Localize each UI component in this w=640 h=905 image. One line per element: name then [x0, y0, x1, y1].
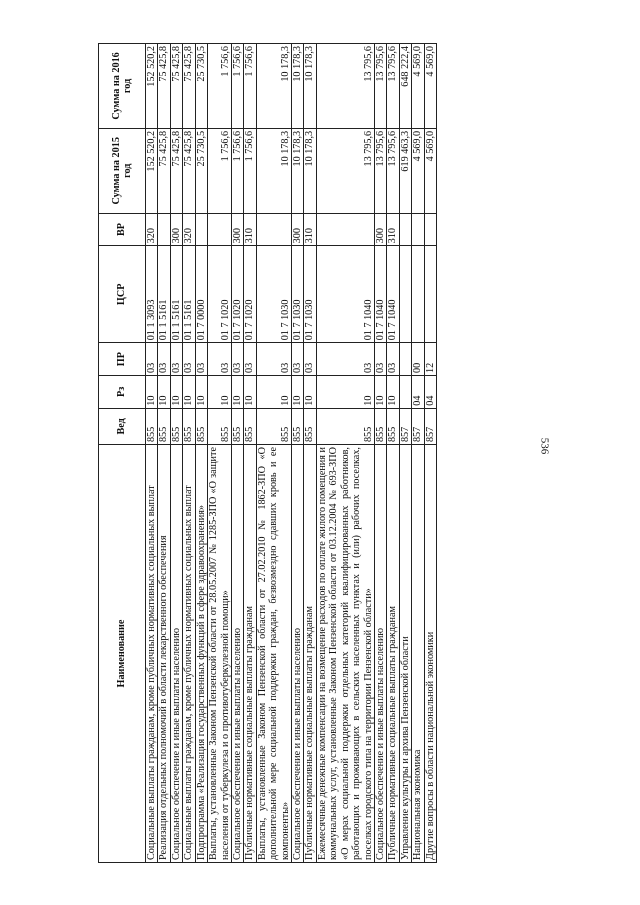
- cell-rz: 10: [183, 375, 195, 408]
- table-row: [244, 44, 256, 863]
- page-number: 536: [538, 437, 551, 455]
- cell-pr: 03: [158, 343, 170, 376]
- cell-rz: [399, 375, 411, 408]
- cell-pr: 03: [244, 343, 256, 376]
- cell-name: Национальная экономика: [412, 445, 424, 863]
- cell-name: Социальное обеспечение и иные выплаты населению: [231, 445, 243, 863]
- cell-rz: 10: [158, 375, 170, 408]
- cell-name: Публичные нормативные социальные выплаты гражданам: [244, 445, 256, 863]
- cell-name: Социальное обеспечение и иные выплаты населению: [375, 445, 387, 863]
- cell-name: Ежемесячные денежные компенсации на возмещение расходов по оплате жилого помещения и коммунальных услуг, установленные Законом Пензенской области от 03.12.2004 № 693-ЗПО «О мерах социальной поддержки отдельных категорий квалифицированных работников, работающих и проживающих в сельских населенных пунктах и (или) рабочих поселках, поселках городского типа на территории Пензенской области»: [316, 445, 374, 863]
- cell-csr: 01 1 3093: [146, 246, 158, 343]
- cell-csr: [412, 246, 424, 343]
- cell-sum-2016: 75 425,8: [183, 44, 195, 129]
- cell-name: Социальное обеспечение и иные выплаты населению: [170, 445, 182, 863]
- cell-rz: 10: [244, 375, 256, 408]
- table-row: [183, 44, 195, 863]
- header-rz: Рз: [99, 375, 146, 408]
- cell-name: Выплаты, установленные Законом Пензенской области от 27.02.2010 № 1862-ЗПО «О дополнительной мере социальной поддержки граждан, безвозмездно сдавших кровь и ее компоненты»: [256, 445, 291, 863]
- table-body: [146, 44, 437, 863]
- cell-name: Подпрограмма «Реализация государственных функций в сфере здравоохранения»: [195, 445, 207, 863]
- cell-csr: 01 1 5161: [170, 246, 182, 343]
- cell-ved: 855: [387, 408, 399, 444]
- table-header-row: [99, 44, 146, 863]
- cell-sum-2016: 10 178,3: [292, 44, 304, 129]
- cell-sum-2015: 75 425,8: [158, 128, 170, 213]
- cell-ved: 855: [183, 408, 195, 444]
- cell-sum-2015: 13 795,6: [375, 128, 387, 213]
- cell-ved: 855: [316, 408, 374, 444]
- cell-pr: 03: [231, 343, 243, 376]
- cell-ved: 857: [399, 408, 411, 444]
- cell-sum-2015: 10 178,3: [292, 128, 304, 213]
- cell-rz: 04: [424, 375, 436, 408]
- table-row: [292, 44, 304, 863]
- cell-name: Социальные выплаты гражданам, кроме публичных нормативных социальных выплат: [183, 445, 195, 863]
- table-row: [170, 44, 182, 863]
- cell-vr: 320: [146, 213, 158, 246]
- cell-csr: 01 1 5161: [183, 246, 195, 343]
- header-sum-2016: Сумма на 2016 год: [99, 44, 146, 129]
- cell-sum-2015: 25 730,5: [195, 128, 207, 213]
- table-row: [195, 44, 207, 863]
- cell-pr: 03: [375, 343, 387, 376]
- cell-sum-2016: 75 425,8: [170, 44, 182, 129]
- cell-ved: 855: [244, 408, 256, 444]
- cell-rz: 10: [304, 375, 316, 408]
- cell-name: Социальное обеспечение и иные выплаты населению: [292, 445, 304, 863]
- cell-ved: 855: [146, 408, 158, 444]
- cell-vr: 310: [244, 213, 256, 246]
- header-csr: ЦСР: [99, 246, 146, 343]
- table-row: [375, 44, 387, 863]
- header-sum-2015: Сумма на 2015 год: [99, 128, 146, 213]
- cell-sum-2015: 619 463,3: [399, 128, 411, 213]
- budget-table: [98, 43, 437, 863]
- cell-sum-2016: 152 520,2: [146, 44, 158, 129]
- header-vr: ВР: [99, 213, 146, 246]
- cell-ved: 857: [424, 408, 436, 444]
- cell-rz: 10: [375, 375, 387, 408]
- cell-ved: 855: [170, 408, 182, 444]
- cell-vr: 300: [375, 213, 387, 246]
- cell-vr: [195, 213, 207, 246]
- cell-rz: 10: [387, 375, 399, 408]
- cell-vr: 310: [304, 213, 316, 246]
- cell-rz: 10: [231, 375, 243, 408]
- cell-ved: 855: [208, 408, 232, 444]
- cell-sum-2016: 4 569,0: [424, 44, 436, 129]
- cell-csr: 01 7 1020: [231, 246, 243, 343]
- cell-csr: 01 7 1040: [316, 246, 374, 343]
- cell-csr: 01 7 1030: [304, 246, 316, 343]
- cell-name: Публичные нормативные социальные выплаты гражданам: [304, 445, 316, 863]
- cell-vr: [158, 213, 170, 246]
- table-row: [208, 44, 232, 863]
- table-row: [231, 44, 243, 863]
- cell-sum-2015: 1 756,6: [231, 128, 243, 213]
- cell-vr: [399, 213, 411, 246]
- cell-ved: 855: [256, 408, 291, 444]
- cell-sum-2015: 10 178,3: [304, 128, 316, 213]
- cell-sum-2016: 10 178,3: [256, 44, 291, 129]
- cell-pr: 03: [208, 343, 232, 376]
- cell-rz: 10: [195, 375, 207, 408]
- cell-sum-2016: 10 178,3: [304, 44, 316, 129]
- cell-ved: 855: [195, 408, 207, 444]
- cell-pr: 03: [304, 343, 316, 376]
- cell-pr: 03: [387, 343, 399, 376]
- header-name: Наименование: [99, 445, 146, 863]
- cell-sum-2015: 1 756,6: [208, 128, 232, 213]
- cell-rz: 10: [146, 375, 158, 408]
- table-row: [158, 44, 170, 863]
- cell-pr: 00: [412, 343, 424, 376]
- cell-vr: 320: [183, 213, 195, 246]
- cell-rz: 10: [170, 375, 182, 408]
- cell-sum-2016: 1 756,6: [231, 44, 243, 129]
- cell-name: Публичные нормативные социальные выплаты гражданам: [387, 445, 399, 863]
- cell-ved: 857: [412, 408, 424, 444]
- cell-sum-2016: 25 730,5: [195, 44, 207, 129]
- cell-csr: [399, 246, 411, 343]
- cell-vr: 310: [387, 213, 399, 246]
- cell-sum-2015: 152 520,2: [146, 128, 158, 213]
- cell-ved: 855: [375, 408, 387, 444]
- cell-csr: 01 7 1040: [387, 246, 399, 343]
- cell-pr: 03: [195, 343, 207, 376]
- table-row: [316, 44, 374, 863]
- cell-pr: 03: [146, 343, 158, 376]
- cell-pr: [399, 343, 411, 376]
- cell-name: Социальные выплаты гражданам, кроме публичных нормативных социальных выплат: [146, 445, 158, 863]
- cell-ved: 855: [304, 408, 316, 444]
- cell-sum-2016: 13 795,6: [316, 44, 374, 129]
- table-row: [387, 44, 399, 863]
- cell-sum-2015: 13 795,6: [387, 128, 399, 213]
- cell-rz: 04: [412, 375, 424, 408]
- cell-sum-2015: 1 756,6: [244, 128, 256, 213]
- cell-pr: 03: [256, 343, 291, 376]
- budget-table-rotated-container: [98, 43, 528, 863]
- cell-csr: 01 7 1030: [292, 246, 304, 343]
- cell-name: Другие вопросы в области национальной экономики: [424, 445, 436, 863]
- table-row: [304, 44, 316, 863]
- cell-sum-2015: 4 569,0: [412, 128, 424, 213]
- cell-vr: [412, 213, 424, 246]
- cell-name: Реализация отдельных полномочий в области лекарственного обеспечения: [158, 445, 170, 863]
- cell-csr: 01 7 1020: [244, 246, 256, 343]
- cell-sum-2016: 1 756,6: [244, 44, 256, 129]
- cell-csr: 01 7 1030: [256, 246, 291, 343]
- header-pr: ПР: [99, 343, 146, 376]
- cell-rz: 10: [208, 375, 232, 408]
- cell-pr: 03: [183, 343, 195, 376]
- cell-vr: [208, 213, 232, 246]
- cell-csr: 01 1 5161: [158, 246, 170, 343]
- cell-sum-2016: 13 795,6: [375, 44, 387, 129]
- cell-vr: 300: [292, 213, 304, 246]
- cell-sum-2016: 13 795,6: [387, 44, 399, 129]
- cell-ved: 855: [158, 408, 170, 444]
- cell-ved: 855: [231, 408, 243, 444]
- cell-vr: [256, 213, 291, 246]
- cell-vr: [316, 213, 374, 246]
- cell-sum-2015: 13 795,6: [316, 128, 374, 213]
- cell-rz: 10: [292, 375, 304, 408]
- cell-pr: 03: [292, 343, 304, 376]
- cell-name: Управление культуры и архива Пензенской области: [399, 445, 411, 863]
- cell-csr: 01 7 1020: [208, 246, 232, 343]
- cell-sum-2016: 1 756,6: [208, 44, 232, 129]
- cell-sum-2015: 10 178,3: [256, 128, 291, 213]
- cell-csr: 01 7 0000: [195, 246, 207, 343]
- cell-csr: 01 7 1040: [375, 246, 387, 343]
- cell-pr: 03: [316, 343, 374, 376]
- header-ved: Вед: [99, 408, 146, 444]
- cell-rz: 10: [256, 375, 291, 408]
- cell-pr: 03: [170, 343, 182, 376]
- table-row: [424, 44, 436, 863]
- cell-csr: [424, 246, 436, 343]
- cell-name: Выплаты, установленные Законом Пензенской области от 28.05.2007 № 1285-ЗПО «О защите населения от туберкулеза и о противотуберкулезной помощи»: [208, 445, 232, 863]
- cell-sum-2015: 4 569,0: [424, 128, 436, 213]
- cell-sum-2015: 75 425,8: [170, 128, 182, 213]
- cell-vr: 300: [170, 213, 182, 246]
- cell-rz: 10: [316, 375, 374, 408]
- cell-sum-2015: 75 425,8: [183, 128, 195, 213]
- table-row: [146, 44, 158, 863]
- cell-vr: [424, 213, 436, 246]
- cell-sum-2016: 4 569,0: [412, 44, 424, 129]
- cell-sum-2016: 648 222,4: [399, 44, 411, 129]
- table-row: [412, 44, 424, 863]
- cell-ved: 855: [292, 408, 304, 444]
- cell-vr: 300: [231, 213, 243, 246]
- cell-pr: 12: [424, 343, 436, 376]
- table-row: [256, 44, 291, 863]
- cell-sum-2016: 75 425,8: [158, 44, 170, 129]
- table-row: [399, 44, 411, 863]
